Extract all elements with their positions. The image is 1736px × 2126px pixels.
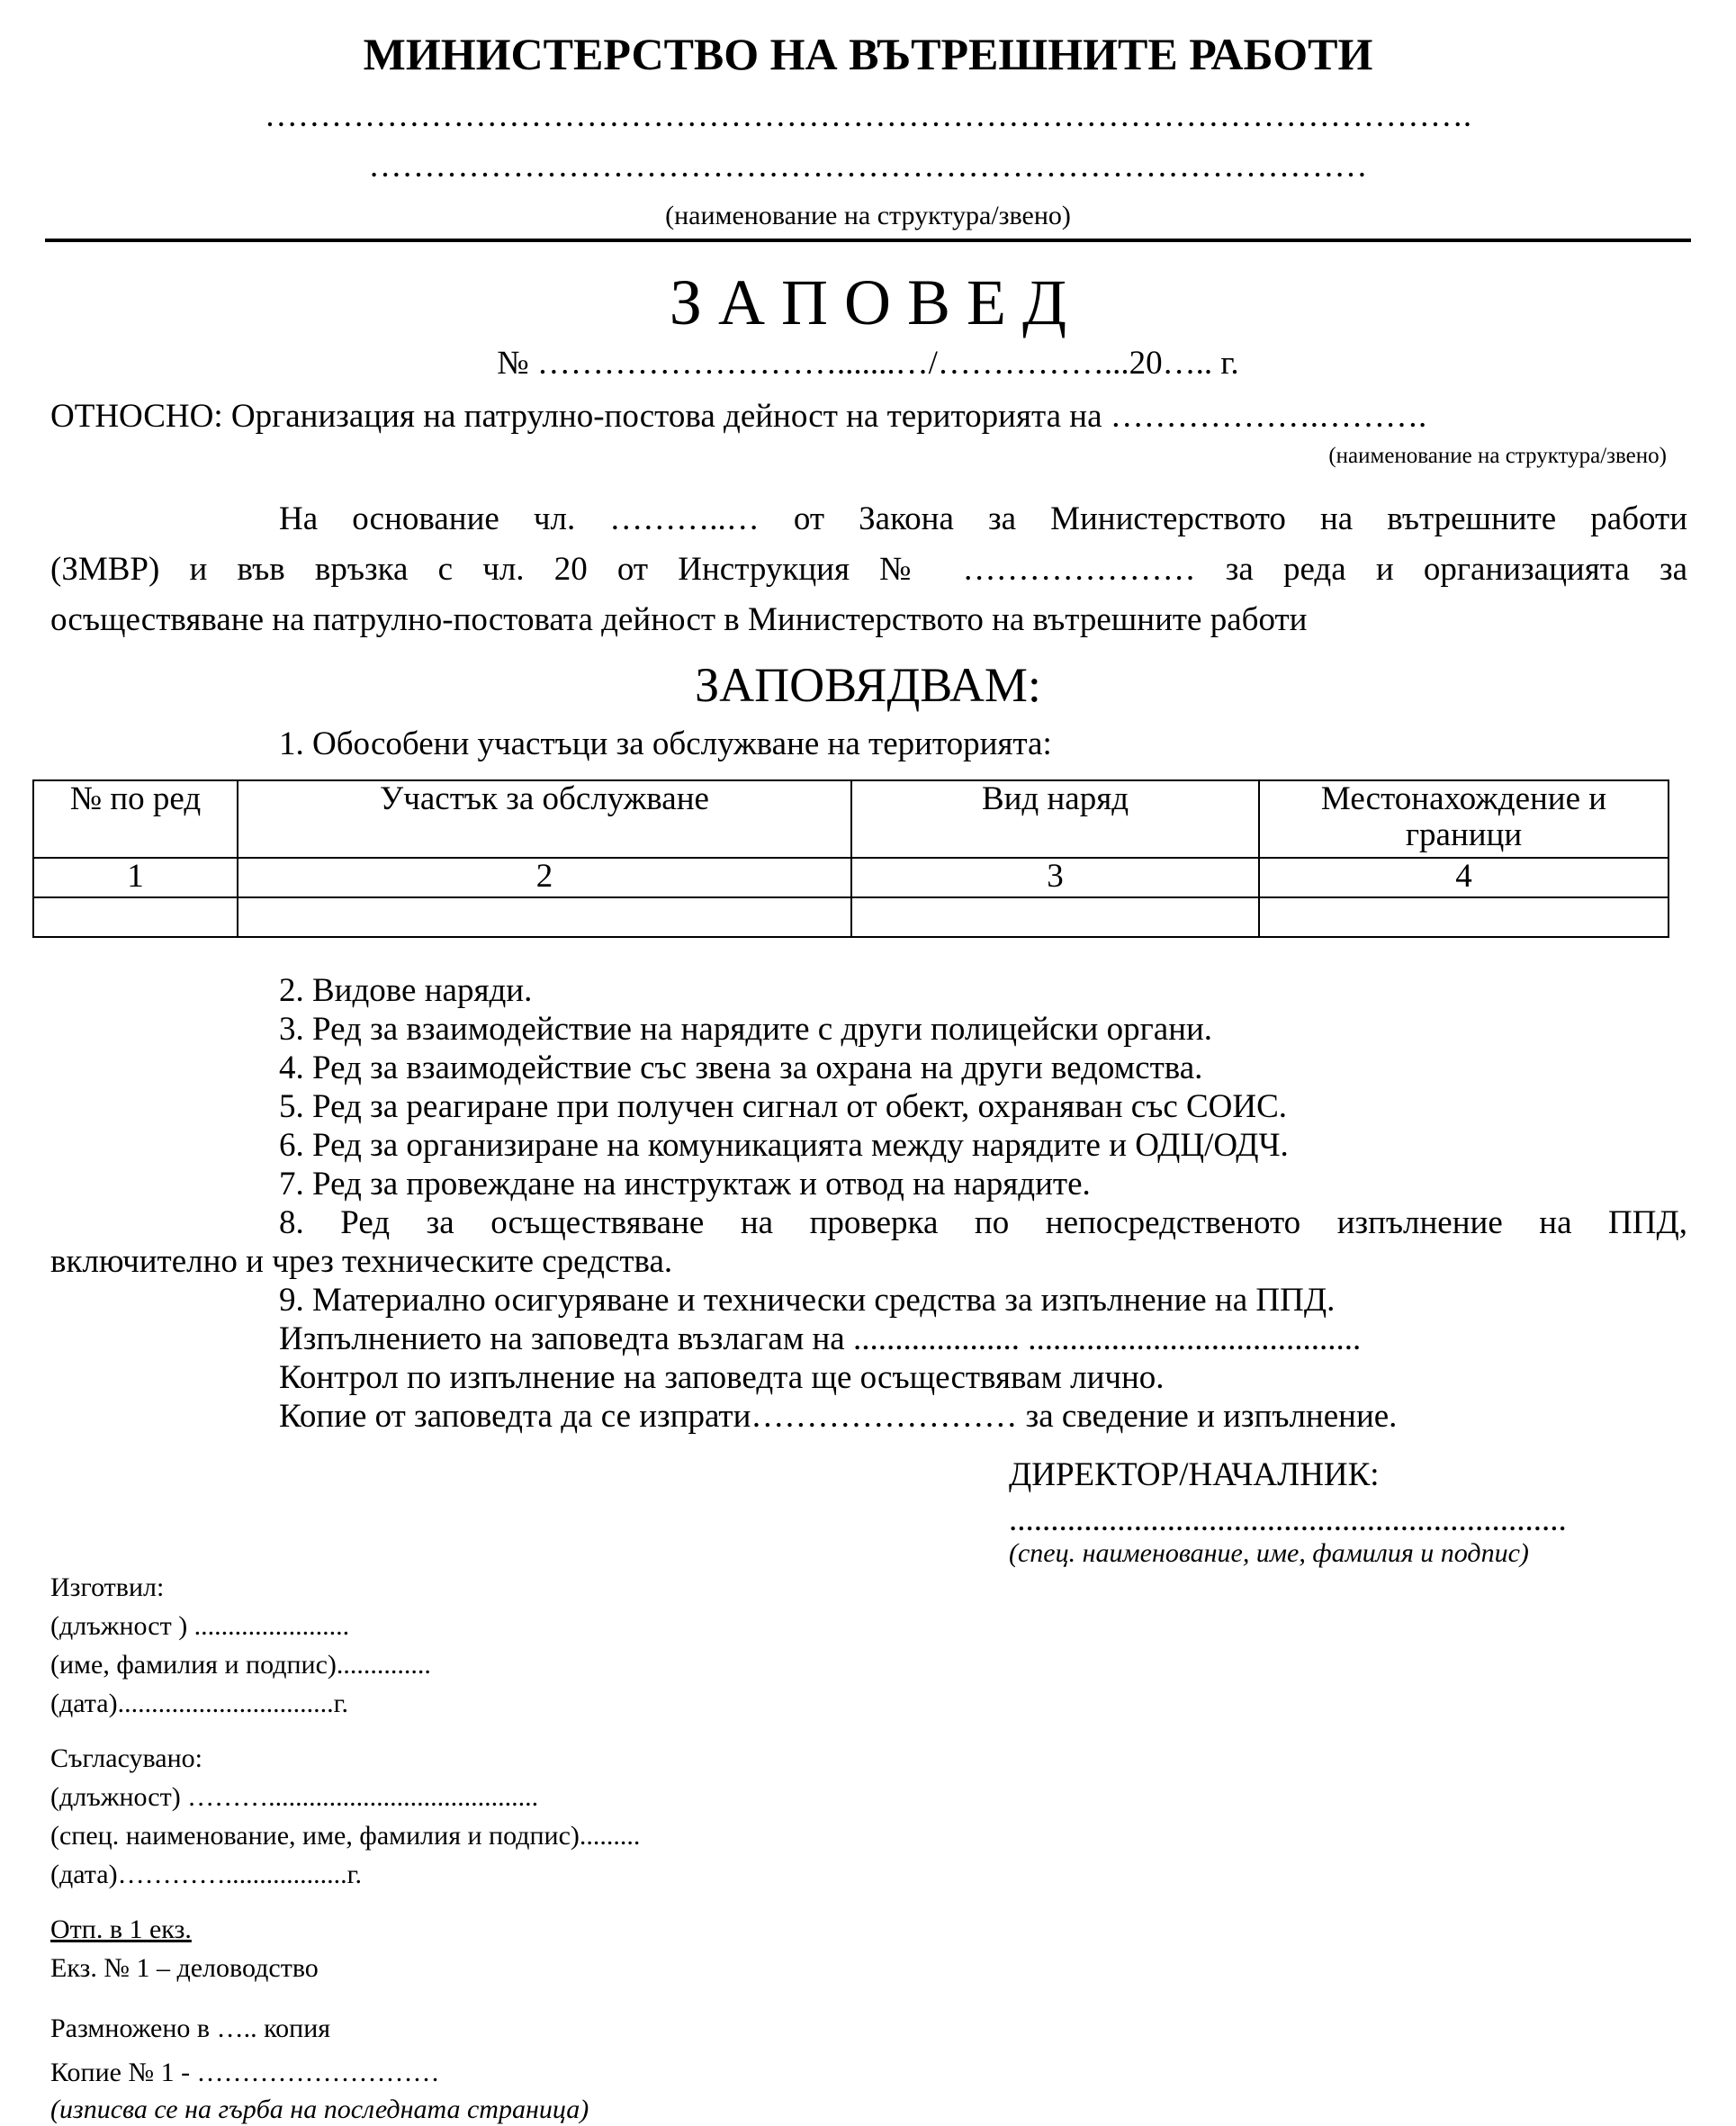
- back-page-note: (изписва се на гърба на последната страница): [50, 2094, 589, 2124]
- prepared-position: (длъжност ) .......................: [50, 1611, 350, 1641]
- preamble-line-2: (ЗМВР) и във връзка с чл. 20 от Инструкция № ………………… за реда и организацията за: [50, 551, 1687, 588]
- agreed-label: Съгласувано:: [50, 1743, 202, 1773]
- table-cell: [1259, 897, 1669, 937]
- table-number-cell: 3: [851, 858, 1259, 897]
- table-cell: [33, 897, 238, 937]
- order-number-line: № ……………………….......…/……………...20….. г.: [497, 345, 1239, 382]
- printed-copies: Отп. в 1 екз.: [50, 1914, 192, 1944]
- table-header-cell: Участък за обслужване: [238, 780, 851, 858]
- table-empty-row: [33, 897, 1669, 937]
- preamble-line-3: осъществяване на патрулно-постовата дейност в Министерството на вътрешните работи: [50, 601, 1308, 638]
- structure-dots-line-1: ……………………………………………………………………………………………….: [264, 97, 1472, 134]
- item-8-line-1: 8. Ред за осъществяване на проверка по непосредственото изпълнение на ППД,: [279, 1204, 1687, 1241]
- table-number-cell: 1: [33, 858, 238, 897]
- prepared-name: (име, фамилия и подпис)..............: [50, 1650, 431, 1680]
- signature-dots: ...................................................................: [1009, 1501, 1567, 1538]
- item-9: 9. Материално осигуряване и технически средства за изпълнение на ППД.: [279, 1282, 1336, 1319]
- preamble-line-1: На основание чл. ………..… от Закона за Министерството на вътрешните работи: [279, 500, 1687, 537]
- copy-recipient-line: Копие № 1 - ………………………: [50, 2058, 440, 2087]
- table-number-cell: 4: [1259, 858, 1669, 897]
- subject-caption: (наименование на структура/звено): [1328, 444, 1667, 468]
- sections-table: [32, 779, 1669, 938]
- copy-number: Екз. № 1 – деловодство: [50, 1953, 319, 1983]
- table-number-cell: 2: [238, 858, 851, 897]
- item-1: 1. Обособени участъци за обслужване на територията:: [279, 725, 1052, 762]
- signature-caption: (спец. наименование, име, фамилия и подпис): [1009, 1538, 1529, 1568]
- item-3: 3. Ред за взаимодействие на нарядите с други полицейски органи.: [279, 1011, 1213, 1048]
- table-cell: [238, 897, 851, 937]
- agreed-position: (длъжност) ………........................................: [50, 1782, 539, 1812]
- ministry-title: МИНИСТЕРСТВО НА ВЪТРЕШНИТЕ РАБОТИ: [363, 29, 1373, 79]
- item-5: 5. Ред за реагиране при получен сигнал от обект, охраняван със СОИС.: [279, 1088, 1288, 1125]
- header-rule: [45, 239, 1691, 242]
- item-6: 6. Ред за организиране на комуникацията между нарядите и ОДЦ/ОДЧ.: [279, 1127, 1289, 1164]
- table-number-row: [33, 858, 1669, 897]
- order-subject: ОТНОСНО: Организация на патрулно-постова дейност на територията на ……………….……….: [50, 398, 1427, 435]
- item-7: 7. Ред за провеждане на инструктаж и отвод на нарядите.: [279, 1166, 1091, 1203]
- structure-dots-line-2: ………………………………………………………………………………: [368, 148, 1368, 185]
- table-cell: [851, 897, 1259, 937]
- prepared-label: Изготвил:: [50, 1572, 165, 1602]
- command-heading: ЗАПОВЯДВАМ:: [695, 658, 1041, 712]
- agreed-name: (спец. наименование, име, фамилия и подпис).........: [50, 1821, 641, 1851]
- control-line: Контрол по изпълнение на заповедта ще осъществявам лично.: [279, 1359, 1165, 1396]
- order-title: З А П О В Е Д: [669, 266, 1067, 338]
- execution-line: Изпълнението на заповедта възлагам на .................... ........................................: [279, 1320, 1362, 1357]
- table-header-cell: Местонахождение и граници: [1259, 780, 1669, 858]
- table-header-cell: Вид наряд: [851, 780, 1259, 858]
- director-title: ДИРЕКТОР/НАЧАЛНИК:: [1009, 1456, 1380, 1493]
- prepared-date: (дата)................................г.: [50, 1689, 348, 1718]
- item-2: 2. Видове наряди.: [279, 972, 533, 1009]
- reproduced-copies: Размножено в ….. копия: [50, 2013, 331, 2043]
- copy-line: Копие от заповедта да се изпрати…………………… за сведение и изпълнение.: [279, 1398, 1398, 1435]
- agreed-date: (дата)…………..................г.: [50, 1860, 362, 1889]
- table-header-cell: № по ред: [33, 780, 238, 858]
- table-header-row: [33, 780, 1669, 858]
- item-4: 4. Ред за взаимодействие със звена за охрана на други ведомства.: [279, 1049, 1203, 1086]
- item-8-line-2: включително и чрез техническите средства.: [50, 1243, 673, 1280]
- structure-caption: (наименование на структура/звено): [665, 201, 1071, 230]
